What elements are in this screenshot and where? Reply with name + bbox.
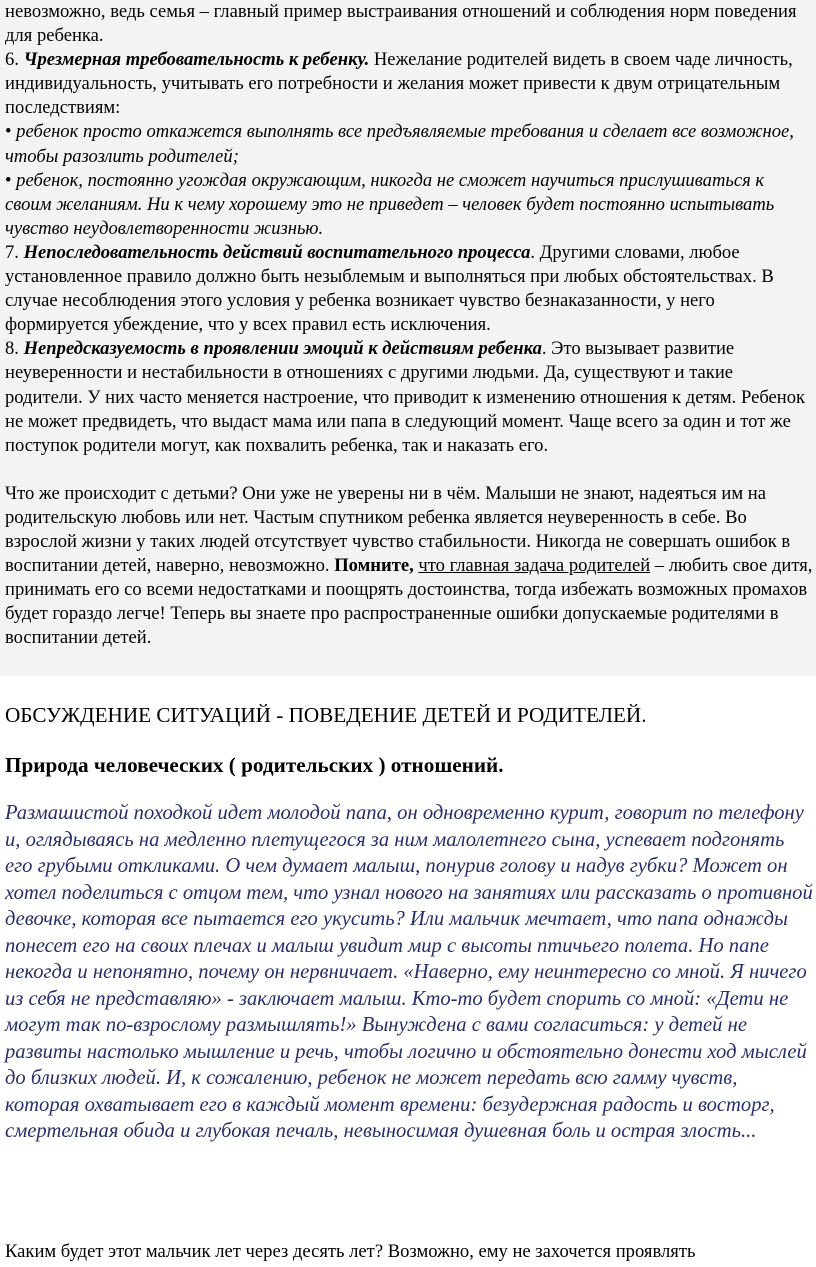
item-7-paragraph [5,241,813,337]
bullet-1-text: ребенок просто откажется выполнять все предъявляемые требования и сделает все возможное, чтобы разозлить родителей; [5,121,794,167]
summary-text: Что же происходит с детьми? Они уже не уверены ни в чём. Малыши не знают, надеяться им на родительскую любовь или нет. Частым спутником ребенка является неуверенность в себе. Во взрослой жизни у таких людей отсутствует чувство стабильности. Никогда не совершать ошибок в воспитании детей, наверно, невозможно. [5,482,791,577]
intro-text: невозможно, ведь семья – главный пример выстраивания отношений и соблюдения норм поведения для ребенка. [5,1,797,47]
item-6-text: Нежелание родителей видеть в своем чаде личность, индивидуальность, учитывать его потребности и желания может привести к двум отрицательным последствиям: [5,49,793,119]
item-6-paragraph [5,48,813,120]
item-8-paragraph [5,337,813,457]
nature-heading: Природа человеческих ( родительских ) отношений. [5,753,504,777]
summary-paragraph [5,482,813,651]
excerpt-block [5,0,813,650]
item-6-number: 6. [5,49,24,71]
bullet-2-text: ребенок, постоянно угождая окружающим, никогда не сможет научиться прислушиваться к своим желаниям. Ни к чему хорошему это не приведет – человек будет постоянно испытывать чувство неудовлетворенности жизнью. [5,169,775,239]
bullet-2-marker: • [5,169,17,191]
summary-tail: – любить свое дитя, принимать его со всеми недостатками и поощрять достоинства, тогда избежать возможных промахов будет гораздо легче! Теперь вы знаете про распространенные ошибки допускаемые родителями в воспитании детей. [5,555,813,649]
bullet-2-paragraph [5,169,813,241]
item-8-text: . Это вызывает развитие неуверенности и нестабильности в отношениях с другими людьми. Да, существуют и такие родители. У них часто меняется настроение, что приводит к изменению отношения к детям. Ребенок не может предвидеть, что выдаст мама или папа в следующий момент. Чаще всего за один и тот же поступок родители могут, как похвалить ребенка, так и наказать его. [5,338,806,456]
summary-emphasis: Помните, [334,555,414,577]
story-paragraph: Размашистой походкой идет молодой папа, он одновременно курит, говорит по телефону и, оглядываясь на медленно плетущегося за ним малолетнего сына, успевает подгонять его грубыми откликами. О чем думает малыш, понурив голову и надув губки? Может он хотел поделиться с отцом тем, что узнал нового на занятиях или рассказать о противной девочке, которая все пытается его укусить? Или мальчик мечтает, что папа однажды понесет его на своих плечах и малыш увидит мир с высоты птичьего полета. Но папе некогда и непонятно, почему он нервничает. «Наверно, ему неинтересно со мной. Я ничего из себя не представляю» - заключает малыш. Кто-то будет спорить со мной: «Дети не могут так по-взрослому размышлять!» Вынуждена с вами согласиться: у детей не развиты настолько мышление и речь, чтобы логично и обстоятельно донести ход мыслей до близких людей. И, к сожалению, ребенок не может передать всю гамму чувств, которая охватывает его в каждый момент времени: безудержная радость и восторг, смертельная обида и глубокая печаль, невыносимая душевная боль и острая злость... [5,802,813,1142]
item-8-number: 8. [5,338,24,360]
intro-paragraph [5,0,813,48]
summary-underlined-phrase: что главная задача родителей [418,555,651,577]
bullet-1-marker: • [5,121,17,143]
item-8-title: Непредсказуемость в проявлении эмоций к действиям ребенка [23,338,542,360]
item-7-text: . Другими словами, любое установленное правило должно быть незыблемым и выполняться при любых обстоятельствах. В случае несоблюдения этого условия у ребенка возникает чувство безнаказанности, у него формируется убеждение, что у всех правил есть исключения. [5,241,774,336]
closing-paragraph: Каким будет этот мальчик лет через десять лет? Возможно, ему не захочется проявлять [5,1241,696,1262]
item-7-title: Непоследовательность действий воспитательного процесса [23,241,531,263]
item-6-title: Чрезмерная требовательность к ребенку. [23,49,370,71]
item-7-number: 7. [5,241,24,263]
bullet-1-paragraph [5,120,813,168]
discussion-heading: ОБСУЖДЕНИЕ СИТУАЦИЙ - ПОВЕДЕНИЕ ДЕТЕЙ И РОДИТЕЛЕЙ. [5,703,647,727]
